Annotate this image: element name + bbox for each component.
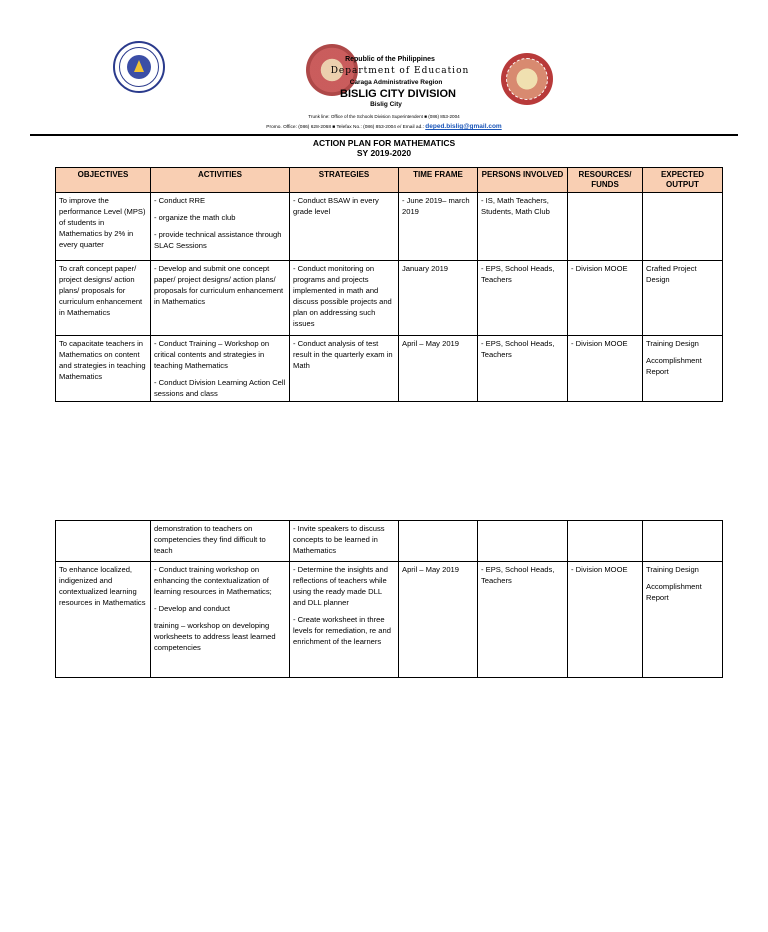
column-header: STRATEGIES bbox=[290, 168, 399, 193]
activity-item: - Conduct RRE bbox=[154, 196, 206, 205]
department-text: Department of Education bbox=[330, 66, 470, 76]
activity-item: - Conduct Division Learning Action Cell sessions and class bbox=[154, 378, 286, 398]
resources-cell: - Division MOOE bbox=[568, 336, 643, 402]
objective-cell: To enhance localized, indigenized and contextualized learning resources in Mathematics bbox=[56, 562, 151, 678]
contact-prefix: Promo. Office: (086) 628-2068 ■ Telefax No.: (086) 853-2004 e/ Email ad.: bbox=[266, 125, 424, 130]
output-item: Accomplishment Report bbox=[646, 582, 702, 602]
contact-line bbox=[0, 123, 768, 130]
resources-cell: - Division MOOE bbox=[568, 261, 643, 336]
action-plan-table bbox=[55, 167, 723, 402]
objective-cell: To improve the performance Level (MPS) of students in Mathematics by 2% in every quarter bbox=[56, 193, 151, 261]
activities-cell bbox=[151, 562, 290, 678]
output-item: Accomplishment Report bbox=[646, 356, 702, 376]
output-cell: Crafted Project Design bbox=[643, 261, 723, 336]
action-plan-table-continued bbox=[55, 520, 723, 678]
objective-cell: To capacitate teachers in Mathematics on content and strategies in teaching Mathematics bbox=[56, 336, 151, 402]
resources-cell bbox=[568, 193, 643, 261]
table-row bbox=[56, 261, 723, 336]
output-item: Training Design bbox=[646, 565, 699, 574]
persons-cell bbox=[478, 521, 568, 562]
resources-cell bbox=[568, 521, 643, 562]
region-text: Caraga Administrative Region bbox=[349, 79, 443, 86]
header-divider bbox=[30, 134, 738, 136]
output-cell bbox=[643, 193, 723, 261]
division-name: BISLIG CITY DIVISION bbox=[340, 88, 456, 100]
strategies-cell bbox=[290, 562, 399, 678]
strategies-cell: - Conduct monitoring on programs and projects implemented in math and discuss possible projects and plan on addressing such issues bbox=[290, 261, 399, 336]
persons-cell: - EPS, School Heads, Teachers bbox=[478, 261, 568, 336]
activity-item: - provide technical assistance through SLAC Sessions bbox=[154, 230, 282, 250]
output-cell bbox=[643, 521, 723, 562]
activities-cell bbox=[151, 336, 290, 402]
persons-cell: - EPS, School Heads, Teachers bbox=[478, 562, 568, 678]
time-frame-cell: January 2019 bbox=[399, 261, 478, 336]
activities-cell: demonstration to teachers on competencies they find difficult to teach bbox=[151, 521, 290, 562]
document-title: ACTION PLAN FOR MATHEMATICS bbox=[312, 138, 456, 148]
time-frame-cell bbox=[399, 521, 478, 562]
activities-cell: - Develop and submit one concept paper/ project designs/ action plans/ proposals for curriculum enhancement in Mathematics bbox=[151, 261, 290, 336]
city-text: Bislig City bbox=[370, 101, 402, 108]
output-cell bbox=[643, 562, 723, 678]
table-header-row bbox=[56, 168, 723, 193]
strategies-cell: - Conduct BSAW in every grade level bbox=[290, 193, 399, 261]
republic-text: Republic of the Philippines bbox=[345, 56, 435, 63]
objective-cell: To craft concept paper/ project designs/ action plans/ proposals for curriculum enhancement in Mathematics bbox=[56, 261, 151, 336]
strategy-item: - Determine the insights and reflections of teachers while using the ready made DLL and DLL planner bbox=[293, 565, 388, 607]
table-row bbox=[56, 193, 723, 261]
persons-cell: - IS, Math Teachers, Students, Math Club bbox=[478, 193, 568, 261]
column-header: TIME FRAME bbox=[399, 168, 478, 193]
time-frame-cell: April – May 2019 bbox=[399, 562, 478, 678]
activity-item: - Conduct training workshop on enhancing the contextualization of learning resources in Mathematics; bbox=[154, 565, 272, 596]
strategies-cell: - Conduct analysis of test result in the quarterly exam in Math bbox=[290, 336, 399, 402]
table-row bbox=[56, 521, 723, 562]
output-cell bbox=[643, 336, 723, 402]
strategy-item: - Create worksheet in three levels for remediation, re and enrichment of the learners bbox=[293, 615, 391, 646]
time-frame-cell: - June 2019– march 2019 bbox=[399, 193, 478, 261]
email-link[interactable]: deped.bislig@gmail.com bbox=[425, 123, 502, 130]
activity-item: training – workshop on developing worksheets to address least learned competencies bbox=[154, 621, 276, 652]
table-row bbox=[56, 336, 723, 402]
output-item: Training Design bbox=[646, 339, 699, 348]
activities-cell bbox=[151, 193, 290, 261]
column-header: OBJECTIVES bbox=[56, 168, 151, 193]
column-header: PERSONS INVOLVED bbox=[478, 168, 568, 193]
trunk-line-text: Trunk line: Office of the Schools Division Superintendent ■ (086) 853-2004 bbox=[308, 114, 460, 119]
objective-cell bbox=[56, 521, 151, 562]
activity-item: - organize the math club bbox=[154, 213, 236, 222]
activity-item: - Conduct Training – Workshop on critical contents and strategies in teaching Mathematics bbox=[154, 339, 270, 370]
strategies-cell: - Invite speakers to discuss concepts to be learned in Mathematics bbox=[290, 521, 399, 562]
column-header: RESOURCES/ FUNDS bbox=[568, 168, 643, 193]
column-header: ACTIVITIES bbox=[151, 168, 290, 193]
school-year: SY 2019-2020 bbox=[356, 148, 412, 158]
table-row bbox=[56, 562, 723, 678]
time-frame-cell: April – May 2019 bbox=[399, 336, 478, 402]
resources-cell: - Division MOOE bbox=[568, 562, 643, 678]
activity-item: - Develop and conduct bbox=[154, 604, 230, 613]
column-header: EXPECTED OUTPUT bbox=[643, 168, 723, 193]
persons-cell: - EPS, School Heads, Teachers bbox=[478, 336, 568, 402]
